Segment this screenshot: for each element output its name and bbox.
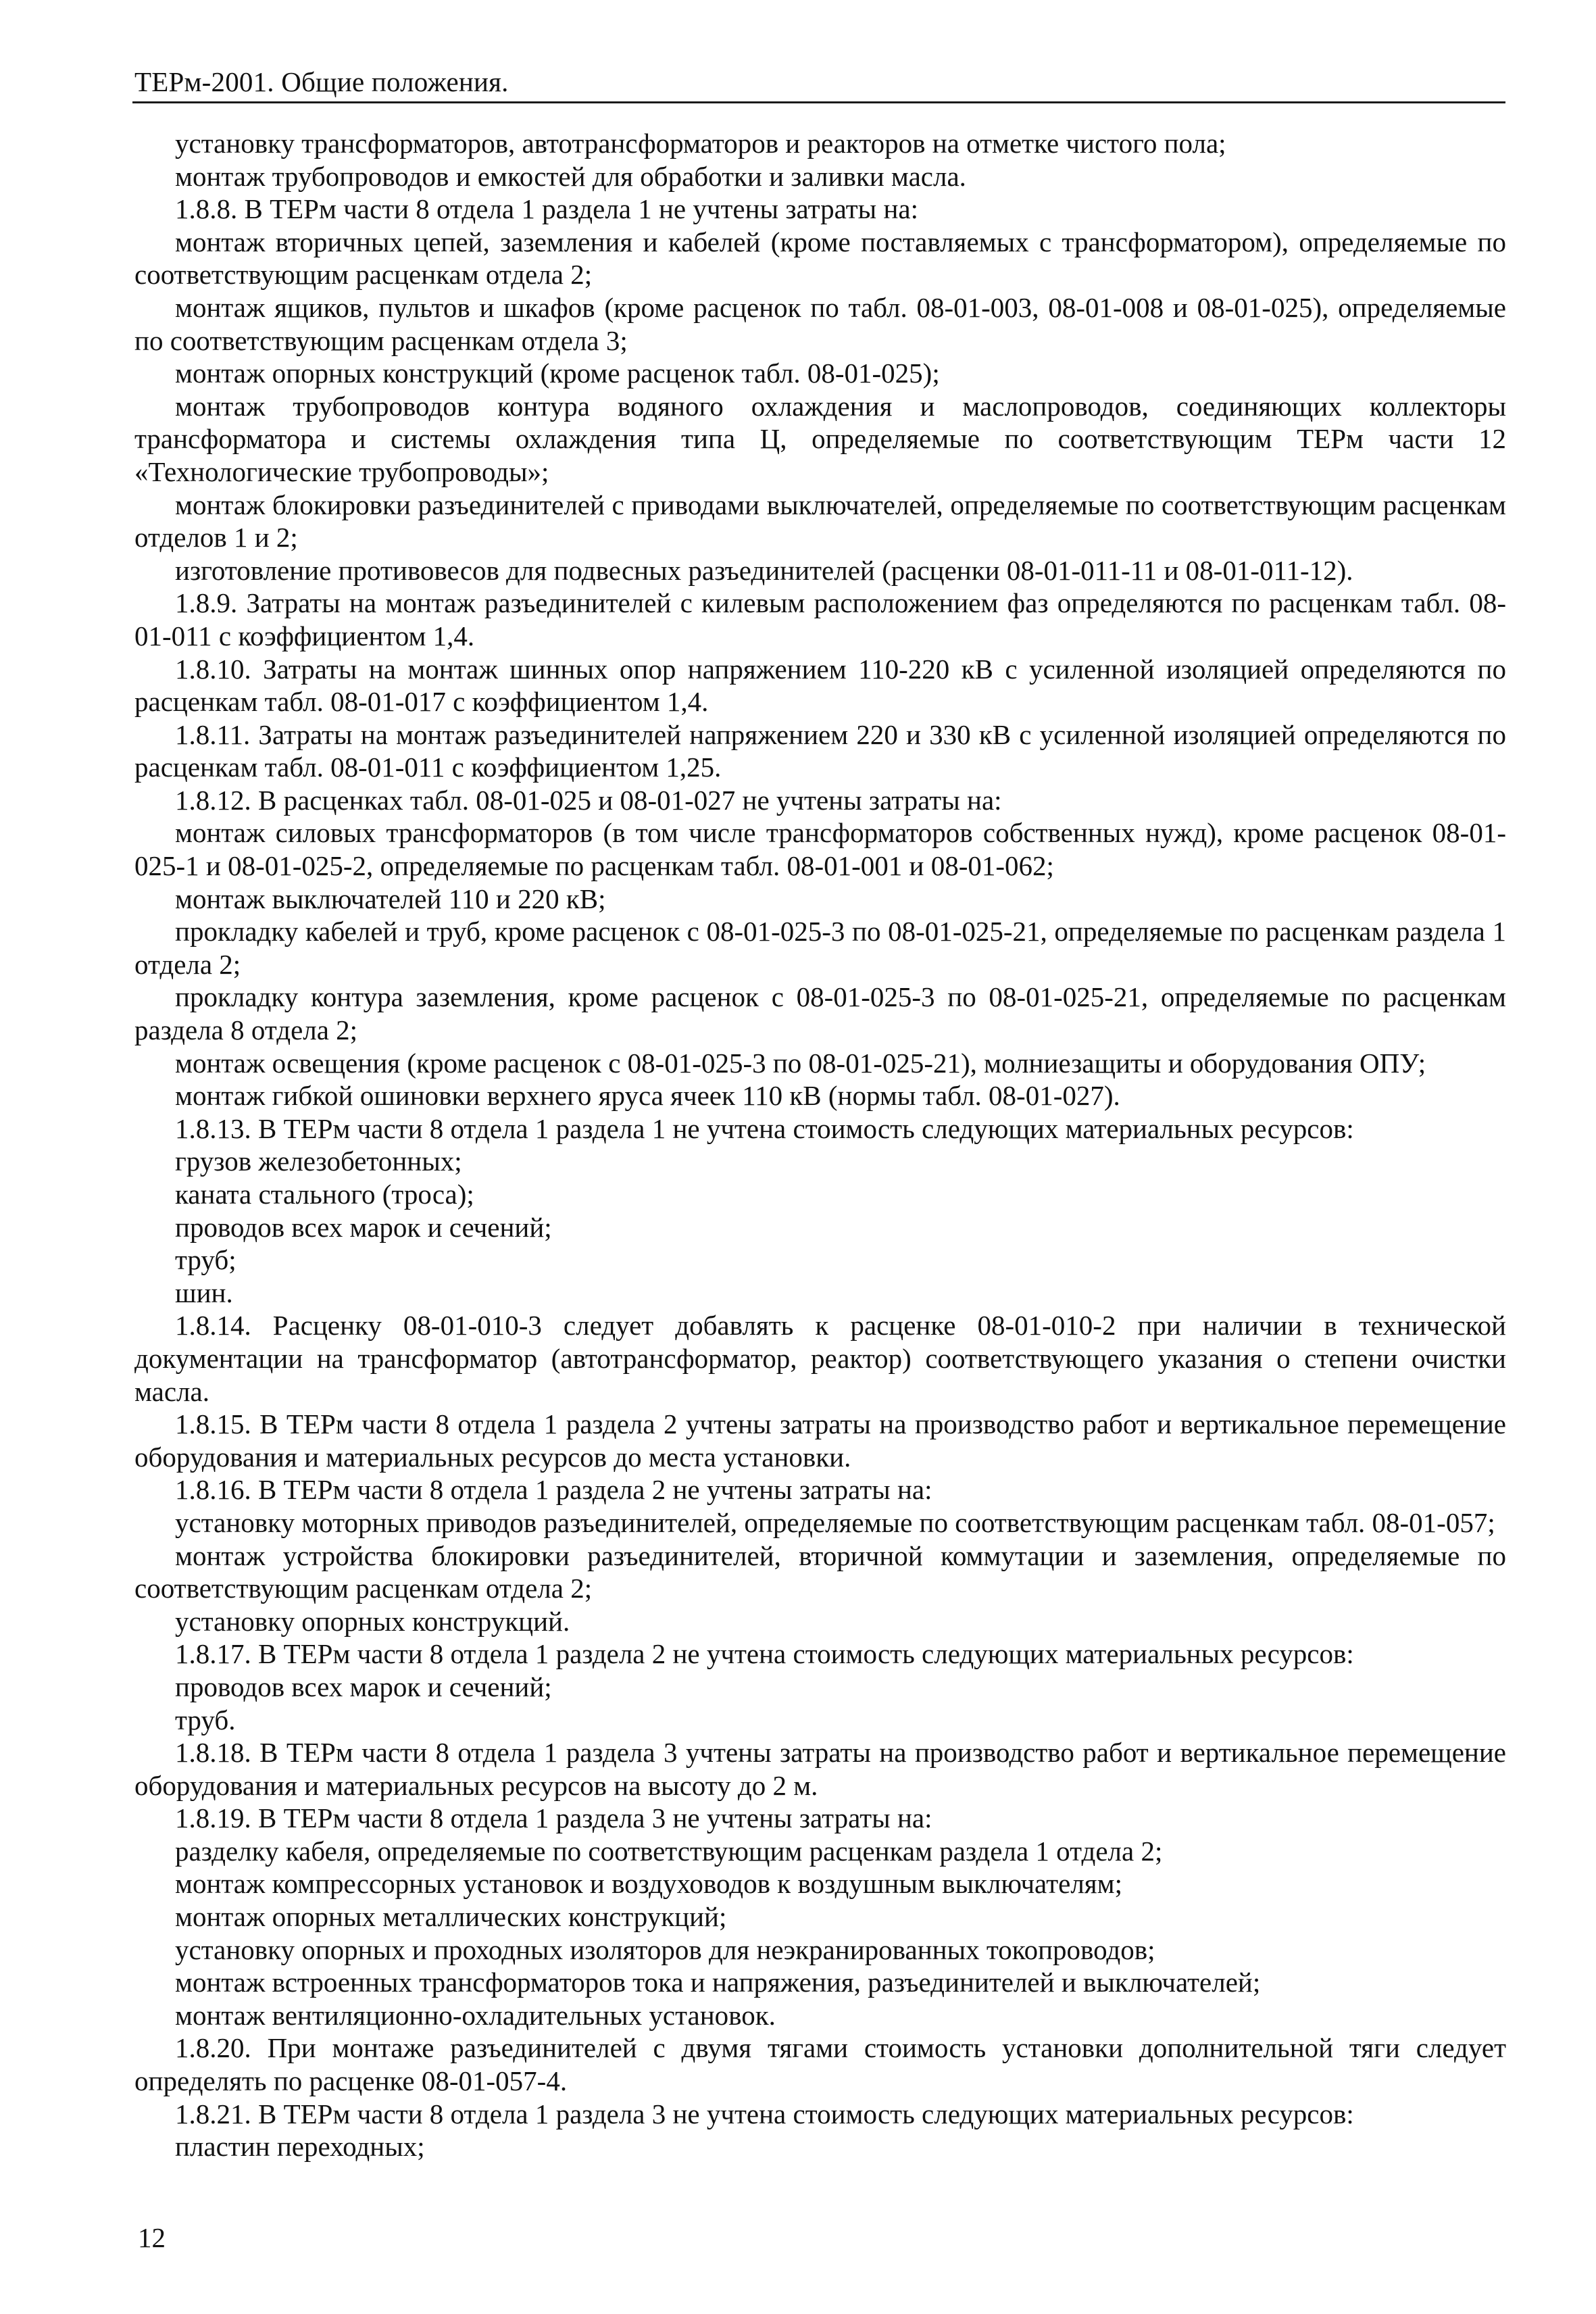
paragraph: монтаж трубопроводов и емкостей для обработки и заливки масла. <box>175 160 966 192</box>
paragraph: 1.8.9. Затраты на монтаж разъединителей с килевым расположением фаз определяются по расценкам табл. 08-01-011 с коэффициентом 1,4. <box>134 587 1506 651</box>
paragraph: 1.8.13. В ТЕРм части 8 отдела 1 раздела 1 не учтена стоимость следующих материальных ресурсов: <box>175 1112 1354 1144</box>
paragraph: 1.8.17. В ТЕРм части 8 отдела 1 раздела 2 не учтена стоимость следующих материальных ресурсов: <box>175 1638 1354 1670</box>
header-divider <box>132 101 1505 103</box>
paragraph: монтаж вентиляционно-охладительных установок. <box>175 1999 776 2031</box>
paragraph: шин. <box>175 1277 233 1308</box>
paragraph: 1.8.8. В ТЕРм части 8 отдела 1 раздела 1 не учтены затраты на: <box>175 193 918 225</box>
page-number: 12 <box>138 2222 166 2253</box>
paragraph: труб. <box>175 1704 236 1736</box>
paragraph: установку трансформаторов, автотрансформаторов и реакторов на отметке чистого пола; <box>175 128 1226 159</box>
paragraph: проводов всех марок и сечений; <box>175 1671 552 1702</box>
paragraph: монтаж силовых трансформаторов (в том числе трансформаторов собственных нужд), кроме расценок 08-01-025-1 и 08-01-025-2, определяемые по расценкам табл. 08-01-001 и 08-01-062; <box>134 817 1506 882</box>
paragraph: 1.8.14. Расценку 08-01-010-3 следует добавлять к расценке 08-01-010-2 при наличии в технической документации на трансформатор (автотрансформатор, реактор) соответствующего указания о степени очистки масла. <box>134 1310 1506 1407</box>
paragraph: пластин переходных; <box>175 2131 425 2163</box>
body-text <box>134 127 1506 2163</box>
paragraph: прокладку кабелей и труб, кроме расценок с 08-01-025-3 по 08-01-025-21, определяемые по расценкам раздела 1 отдела 2; <box>134 916 1506 980</box>
paragraph: монтаж блокировки разъединителей с приводами выключателей, определяемые по соответствующим расценкам отделов 1 и 2; <box>134 489 1506 553</box>
paragraph: 1.8.11. Затраты на монтаж разъединителей напряжением 220 и 330 кВ с усиленной изоляцией определяются по расценкам табл. 08-01-011 с коэффициентом 1,25. <box>134 718 1506 783</box>
paragraph: 1.8.19. В ТЕРм части 8 отдела 1 раздела 3 не учтены затраты на: <box>175 1802 932 1834</box>
paragraph: 1.8.10. Затраты на монтаж шинных опор напряжением 110-220 кВ с усиленной изоляцией определяются по расценкам табл. 08-01-017 с коэффициентом 1,4. <box>134 653 1506 718</box>
paragraph: изготовление противовесов для подвесных разъединителей (расценки 08-01-011-11 и 08-01-011-12). <box>175 554 1353 586</box>
paragraph: монтаж опорных конструкций (кроме расценок табл. 08-01-025); <box>175 358 940 389</box>
paragraph: монтаж гибкой ошиновки верхнего яруса ячеек 110 кВ (нормы табл. 08-01-027). <box>175 1080 1120 1112</box>
paragraph: 1.8.21. В ТЕРм части 8 отдела 1 раздела 3 не учтена стоимость следующих материальных ресурсов: <box>175 2098 1354 2130</box>
paragraph: монтаж устройства блокировки разъединителей, вторичной коммутации и заземления, определяемые по соответствующим расценкам отдела 2; <box>134 1540 1506 1604</box>
paragraph: прокладку контура заземления, кроме расценок с 08-01-025-3 по 08-01-025-21, определяемые по расценкам раздела 8 отдела 2; <box>134 981 1506 1046</box>
paragraph: монтаж компрессорных установок и воздуховодов к воздушным выключателям; <box>175 1868 1122 1900</box>
paragraph: монтаж освещения (кроме расценок с 08-01-025-3 по 08-01-025-21), молниезащиты и оборудования ОПУ; <box>175 1047 1426 1079</box>
paragraph: разделку кабеля, определяемые по соответствующим расценкам раздела 1 отдела 2; <box>175 1835 1163 1867</box>
running-header: ТЕРм-2001. Общие положения. <box>134 66 509 97</box>
paragraph: труб; <box>175 1244 236 1276</box>
paragraph: грузов железобетонных; <box>175 1146 462 1177</box>
paragraph: 1.8.18. В ТЕРм части 8 отдела 1 раздела 3 учтены затраты на производство работ и вертикальное перемещение оборудования и материальных ресурсов на высоту до 2 м. <box>134 1737 1506 1801</box>
paragraph: установку опорных конструкций. <box>175 1605 570 1637</box>
paragraph: монтаж выключателей 110 и 220 кВ; <box>175 883 606 914</box>
paragraph: монтаж опорных металлических конструкций; <box>175 1901 727 1933</box>
paragraph: каната стального (троса); <box>175 1179 474 1210</box>
paragraph: 1.8.16. В ТЕРм части 8 отдела 1 раздела 2 не учтены затраты на: <box>175 1474 932 1506</box>
paragraph: 1.8.15. В ТЕРм части 8 отдела 1 раздела 2 учтены затраты на производство работ и вертикальное перемещение оборудования и материальных ресурсов до места установки. <box>134 1408 1506 1473</box>
paragraph: монтаж ящиков, пультов и шкафов (кроме расценок по табл. 08-01-003, 08-01-008 и 08-01-025), определяемые по соответствующим расценкам отдела 3; <box>134 291 1506 356</box>
paragraph: монтаж встроенных трансформаторов тока и напряжения, разъединителей и выключателей; <box>175 1967 1261 1998</box>
paragraph: монтаж трубопроводов контура водяного охлаждения и маслопроводов, соединяющих коллекторы трансформатора и системы охлаждения типа Ц, определяемые по соответствующим ТЕРм части 12 «Технологические трубопроводы»; <box>134 390 1506 487</box>
paragraph: монтаж вторичных цепей, заземления и кабелей (кроме поставляемых с трансформатором), определяемые по соответствующим расценкам отдела 2; <box>134 226 1506 291</box>
paragraph: установку опорных и проходных изоляторов для неэкранированных токопроводов; <box>175 1934 1155 1965</box>
paragraph: 1.8.12. В расценках табл. 08-01-025 и 08-01-027 не учтены затраты на: <box>175 784 1002 816</box>
paragraph: проводов всех марок и сечений; <box>175 1211 552 1243</box>
paragraph: установку моторных приводов разъединителей, определяемые по соответствующим расценкам табл. 08-01-057; <box>175 1506 1495 1538</box>
paragraph: 1.8.20. При монтаже разъединителей с двумя тягами стоимость установки дополнительной тяги следует определять по расценке 08-01-057-4. <box>134 2032 1506 2097</box>
